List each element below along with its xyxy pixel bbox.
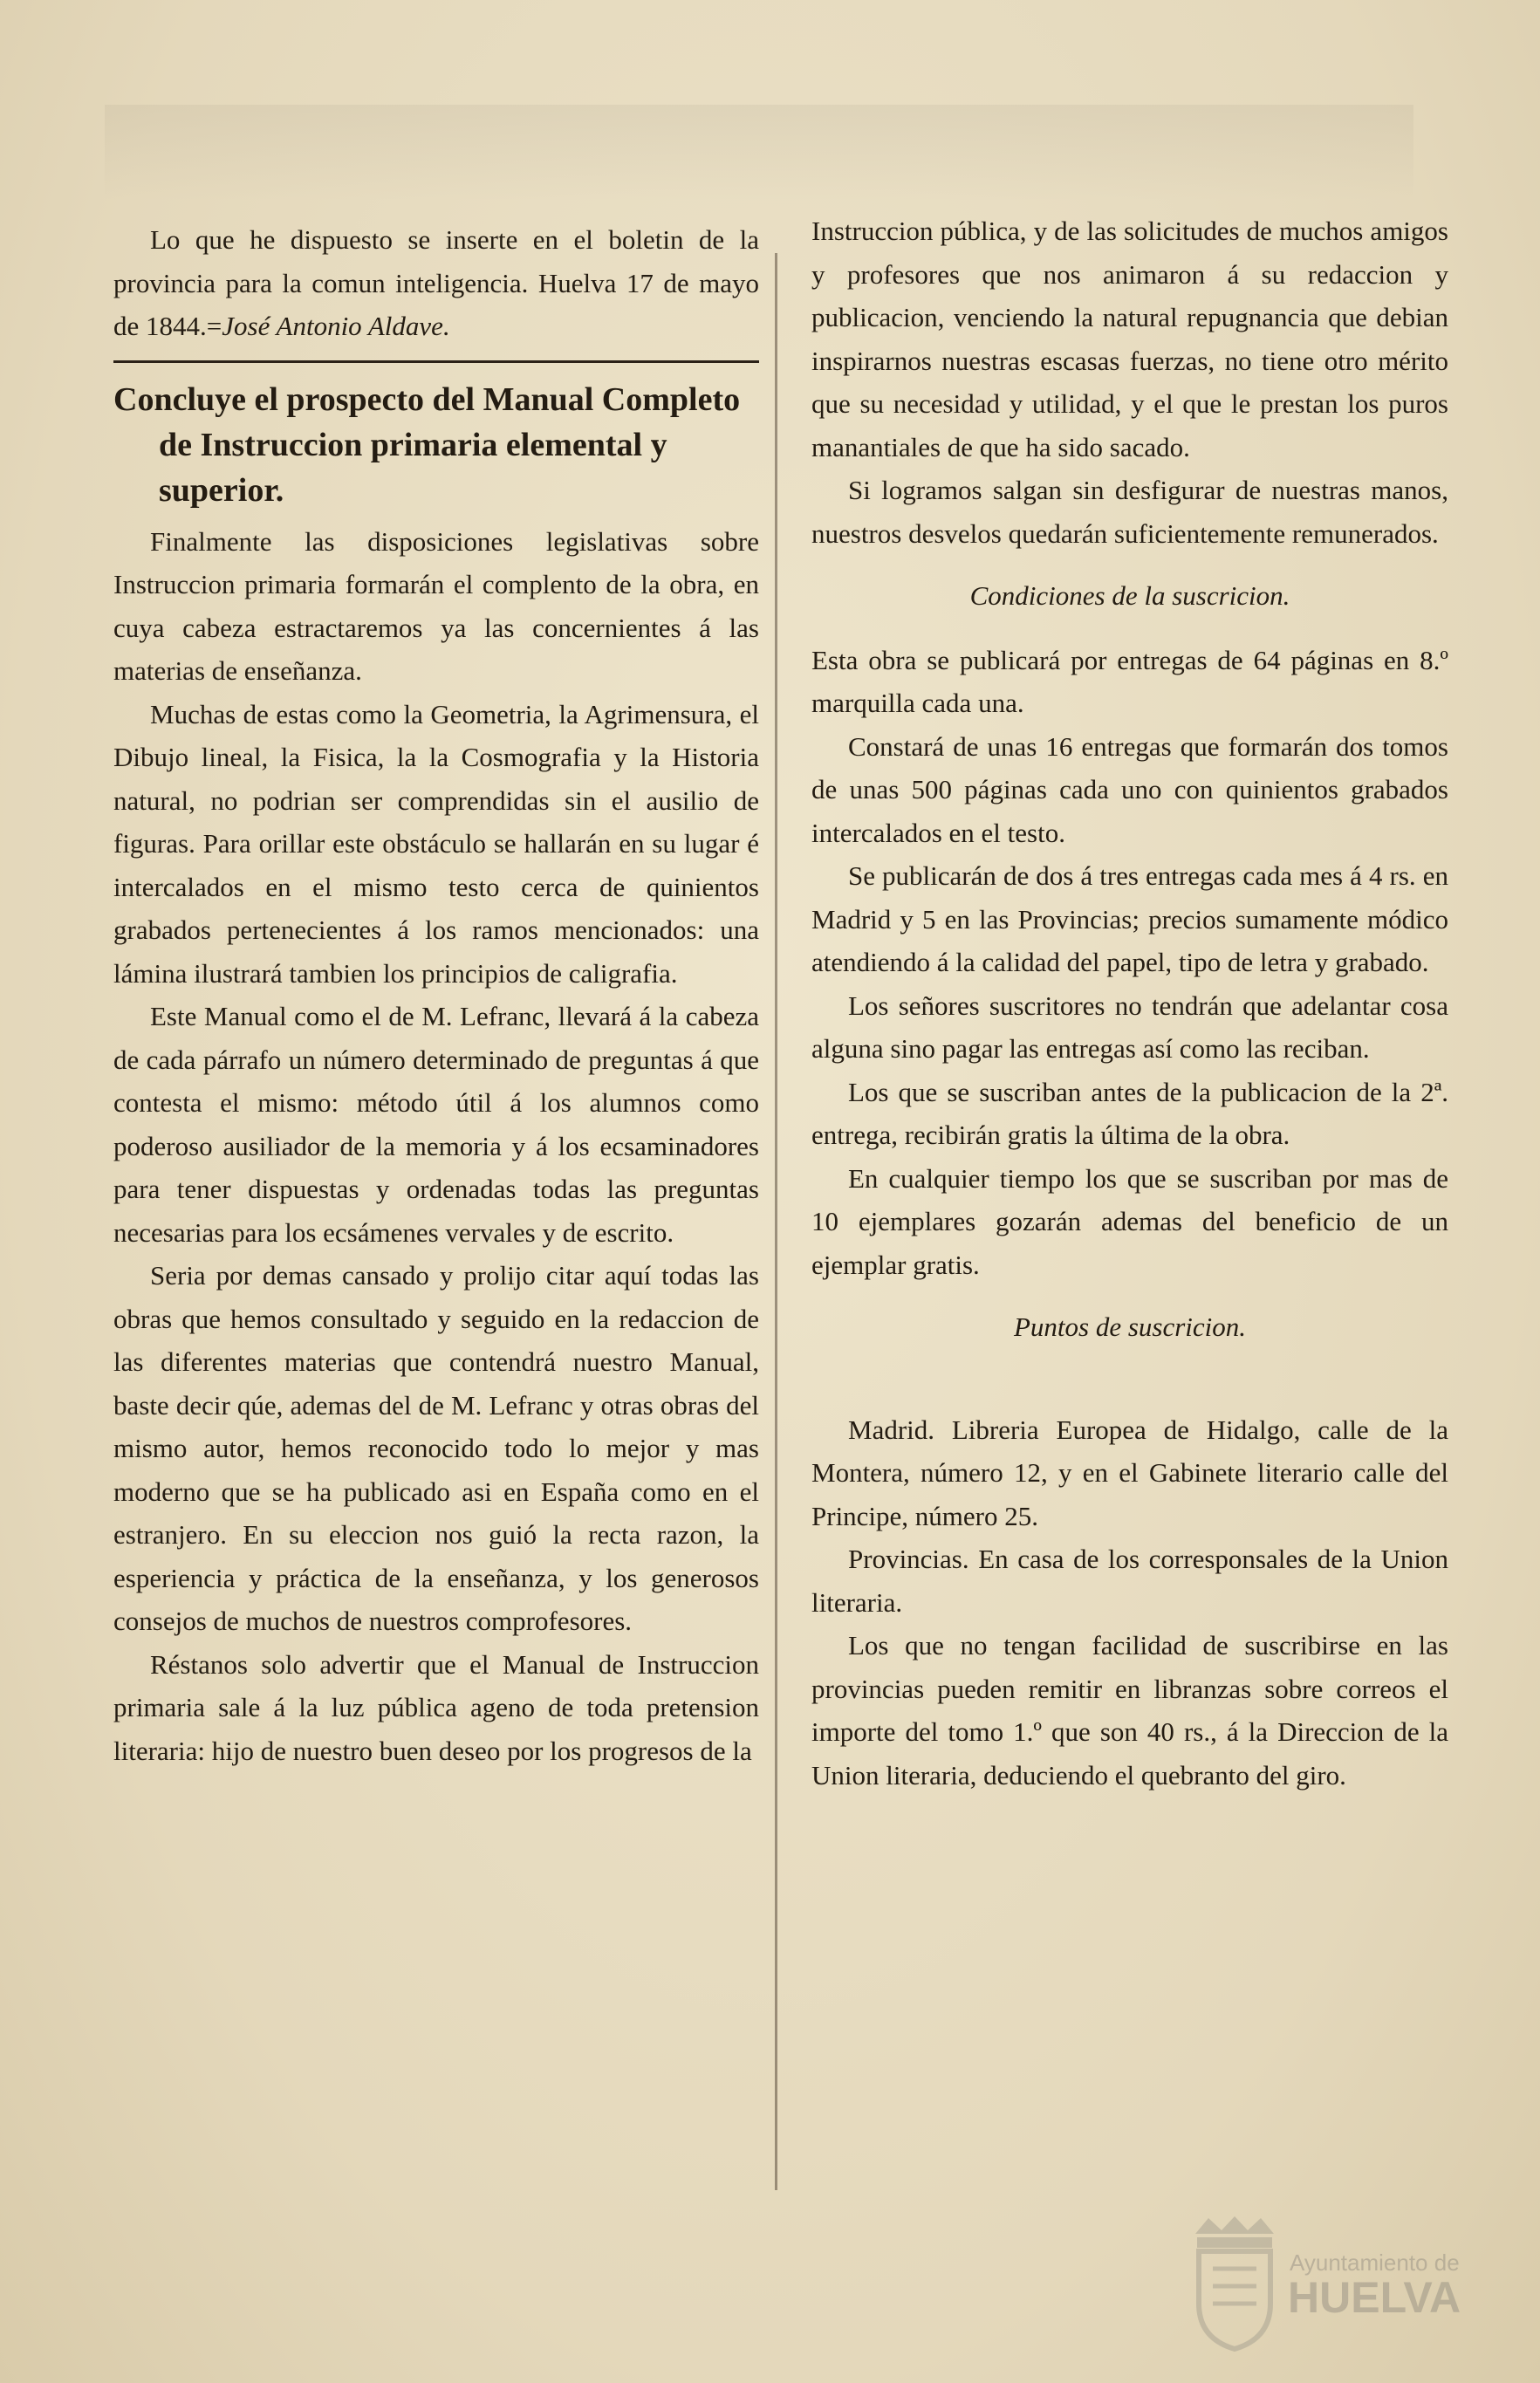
- condition-5: Los que se suscriban antes de la publicacion de la 2ª. entrega, recibirán gratis la última de la obra.: [811, 1076, 1448, 1150]
- paragraph-3: Este Manual como el de M. Lefranc, llevará á la cabeza de cada párrafo un número determinado de preguntas á que contesta el mismo: método útil á los alumnos como poderoso ausiliador de la memoria y á los ecsaminadores para tener dispuestas y ordenadas todas las preguntas necesarias para los ecsámenes vervales y de escrito.: [113, 1001, 759, 1248]
- paragraph-4: Seria por demas cansado y prolijo citar aquí todas las obras que hemos consultado y seguido en la redaccion de las diferentes materias que contendrá nuestro Manual, baste decir qúe, ademas del de M. Lefranc y otras obras del mismo autor, hemos reconocido todo lo mejor y mas moderno que se ha publicado asi en España como en el estranjero. En su eleccion nos guió la recta razon, la esperiencia y práctica de la enseñanza, y los generosos consejos de muchos de nuestros comprofesores.: [113, 1260, 759, 1636]
- subscription-point-2: Provincias. En casa de los corresponsales de la Union literaria.: [811, 1544, 1448, 1618]
- right-paragraph-1: Instruccion pública, y de las solicitudes de muchos amigos y profesores que nos animaron á su redaccion y publicacion, venciendo la natural repugnancia que debian inspirarnos nuestras escasas fuerzas, no tiene otro mérito que su necesidad y utilidad, y el que le prestan los puros manantiales de que ha sido sacado.: [811, 216, 1448, 462]
- right-column: [811, 209, 1448, 1797]
- watermark-line-2: HUELVA: [1288, 2273, 1461, 2322]
- subscription-point-3: Los que no tengan facilidad de suscribirse en las provincias pueden remitir en libranzas sobre correos el importe del tomo 1.º que son 40 rs., á la Direccion de la Union literaria, deduciendo el quebranto del giro.: [811, 1630, 1448, 1791]
- paragraph-2: Muchas de estas como la Geometria, la Agrimensura, el Dibujo lineal, la Fisica, la la Cosmografia y la Historia natural, no podrian ser comprendidas sin el ausilio de figuras. Para orillar este obstáculo se hallarán en su lugar é intercalados en el mismo testo cerca de quinientos grabados pertenecientes á los ramos mencionados: una lámina ilustrará tambien los principios de caligrafia.: [113, 698, 759, 989]
- right-paragraph-2: Si logramos salgan sin desfigurar de nuestras manos, nuestros desvelos quedarán suficientemente remunerados.: [811, 475, 1448, 549]
- subscription-point-1: Madrid. Libreria Europea de Hidalgo, calle de la Montera, número 12, y en el Gabinete literario calle del Principe, número 25.: [811, 1414, 1448, 1531]
- huelva-watermark-logo: [1178, 2208, 1466, 2356]
- condition-6: En cualquier tiempo los que se suscriban por mas de 10 ejemplares gozarán ademas del beneficio de un ejemplar gratis.: [811, 1162, 1448, 1280]
- bleed-through-shadow: [105, 105, 1413, 201]
- paragraph-5: Réstanos solo advertir que el Manual de Instruccion primaria sale á la luz pública ageno de toda pretension literaria: hijo de nuestro buen deseo por los progresos de la: [113, 1648, 759, 1766]
- left-column: [113, 218, 759, 1772]
- column-divider: [775, 253, 777, 2190]
- paragraph-1: Finalmente las disposiciones legislativas sobre Instruccion primaria formarán el complento de la obra, en cuya cabeza estractaremos ya las concernientes á las materias de enseñanza.: [113, 525, 759, 686]
- condition-4: Los señores suscritores no tendrán que adelantar cosa alguna sino pagar las entregas así como las reciban.: [811, 989, 1448, 1064]
- decree-signature: José Antonio Aldave.: [222, 311, 450, 341]
- crown-shield-icon: [1195, 2216, 1274, 2349]
- points-heading: Puntos de suscricion.: [1013, 1311, 1247, 1342]
- section-rule: [113, 360, 759, 363]
- condition-1: Esta obra se publicará por entregas de 64 páginas en 8.º marquilla cada una.: [811, 644, 1448, 718]
- condition-3: Se publicarán de dos á tres entregas cada mes á 4 rs. en Madrid y 5 en las Provincias; precios sumamente módico atendiendo á la calidad del papel, tipo de letra y grabado.: [811, 860, 1448, 977]
- decree-body: Lo que he dispuesto se inserte en el boletin de la provincia para la comun inteligencia. Huelva 17 de mayo de 1844.=: [113, 224, 759, 341]
- watermark-line-1: Ayuntamiento de: [1290, 2249, 1460, 2276]
- conditions-heading: Condiciones de la suscricion.: [969, 580, 1290, 611]
- prospectus-heading: Concluye el prospecto del Manual Completo de Instruccion primaria elemental y superior.: [113, 380, 741, 509]
- spacer: [811, 1370, 1448, 1408]
- condition-2: Constará de unas 16 entregas que formarán dos tomos de unas 500 páginas cada uno con quinientos grabados intercalados en el testo.: [811, 730, 1448, 848]
- decree-text: [113, 218, 759, 348]
